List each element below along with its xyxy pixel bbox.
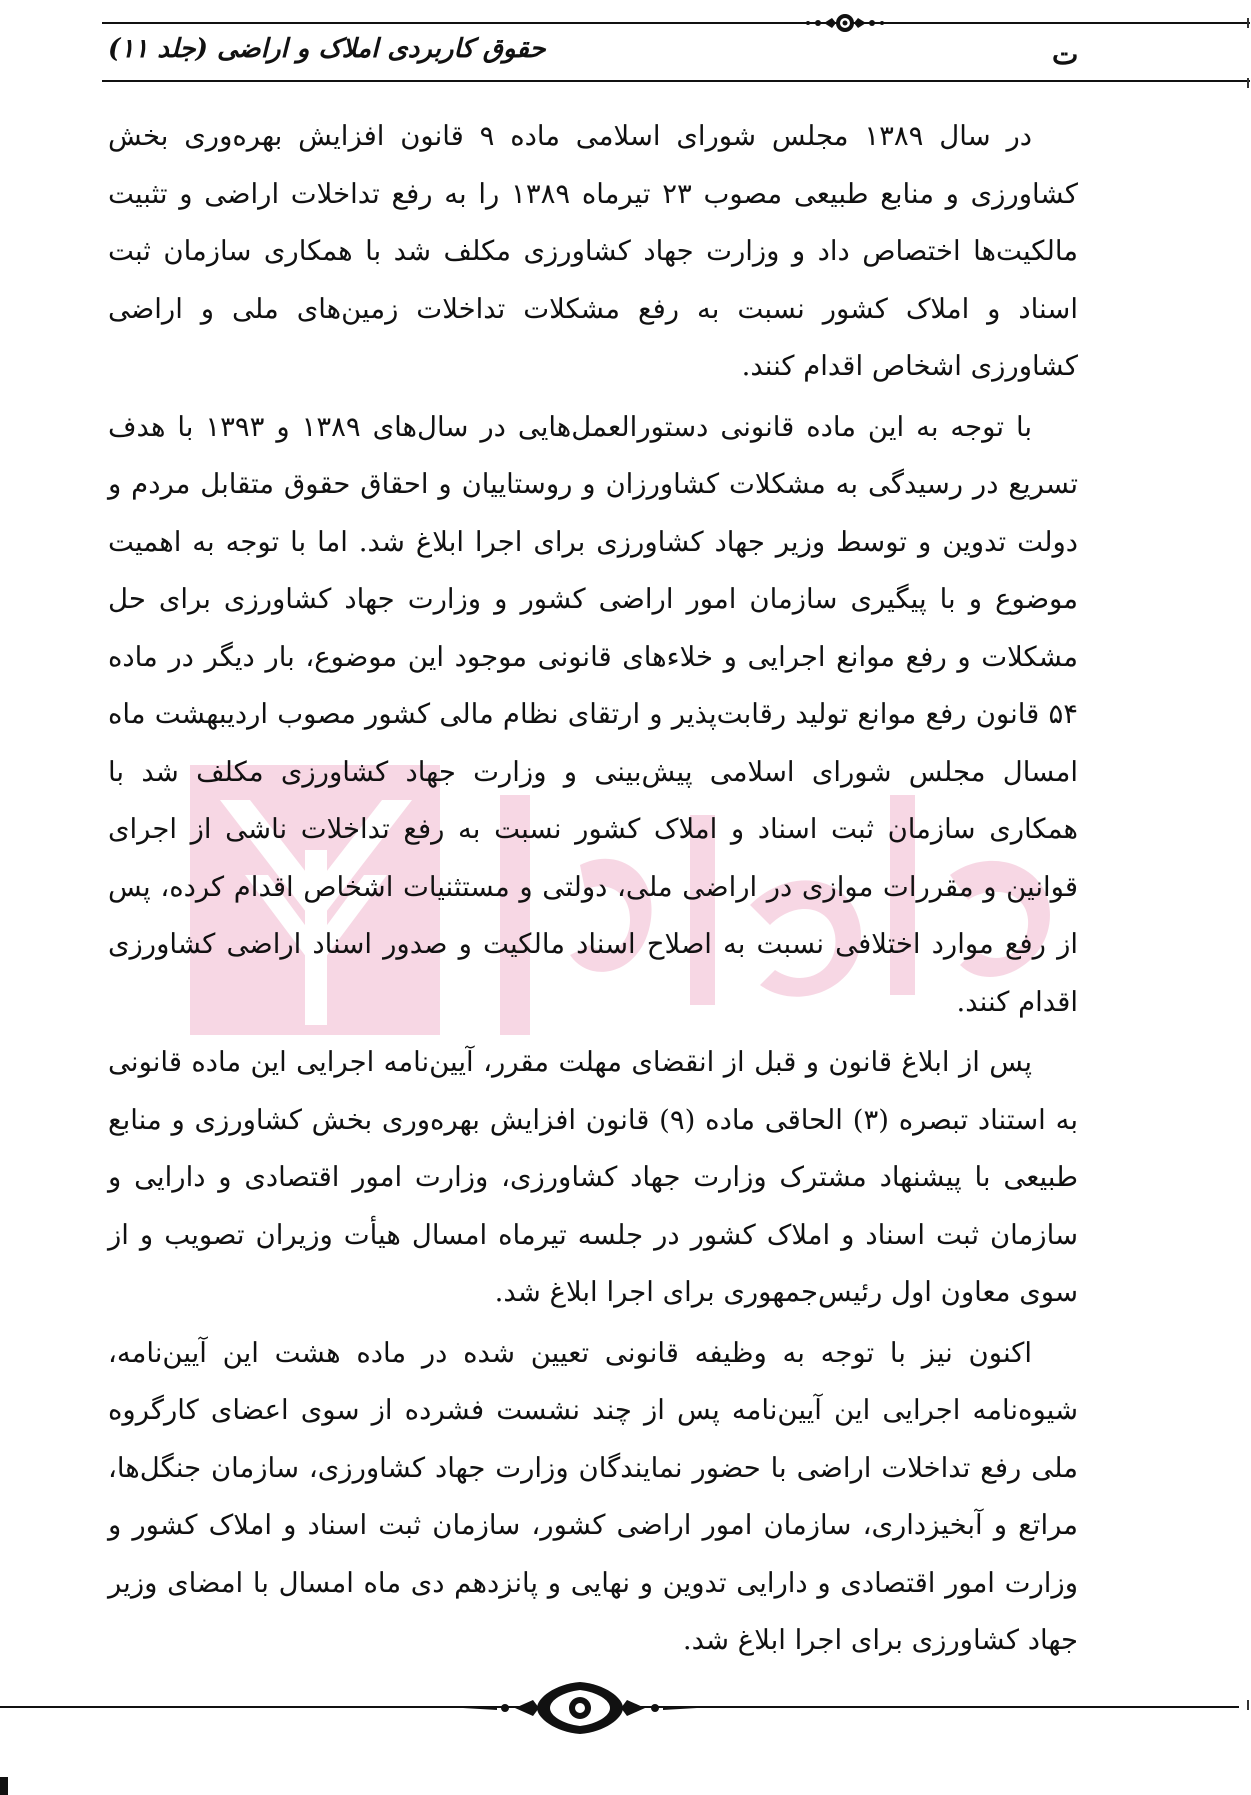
paragraph: پس از ابلاغ قانون و قبل از انقضای مهلت مقرر، آیین‌نامه اجرایی این ماده قانونی به استناد تبصره (۳) الحاقی ماده (۹) قانون افزایش بهره‌وری بخش کشاورزی و منابع طبیعی با پیشنهاد مشترک وزارت جهاد کشاورزی، وزارت امور اقتصادی و دارایی و سازمان ثبت اسناد و املاک کشور در جلسه تیرماه امسال هیأت وزیران تصویب و از سوی معاون اول رئیس‌جمهوری برای اجرا ابلاغ شد.: [108, 1046, 1078, 1308]
header-top-rule: [102, 22, 1250, 24]
page-corner-mark: [0, 1777, 8, 1795]
paragraph: در سال ۱۳۸۹ مجلس شورای اسلامی ماده ۹ قانون افزایش بهره‌وری بخش کشاورزی و منابع طبیعی مصوب ۲۳ تیرماه ۱۳۸۹ را به رفع تداخلات اراضی و تثبیت مالکیت‌ها اختصاص داد و وزارت جهاد کشاورزی مکلف شد با همکاری سازمان ثبت اسناد و املاک کشور نسبت به رفع مشکلات تداخلات زمین‌های ملی و اراضی کشاورزی اشخاص اقدام کنند.: [108, 120, 1078, 382]
edge-crop-mark: [1237, 18, 1249, 28]
running-title: حقوق کاربردی املاک و اراضی (جلد ۱۱): [108, 34, 546, 64]
footer-ornament-icon: [455, 1680, 705, 1736]
edge-crop-mark: [1237, 78, 1249, 88]
header-ornament-icon: [780, 8, 910, 38]
paragraph: با توجه به این ماده قانونی دستورالعمل‌هایی در سال‌های ۱۳۸۹ و ۱۳۹۳ با هدف تسریع در رسیدگی به مشکلات کشاورزان و روستاییان و احقاق حقوق متقابل مردم و دولت تدوین و توسط وزیر جهاد کشاورزی برای اجرا ابلاغ شد. اما با توجه به اهمیت موضوع و با پیگیری سازمان امور اراضی کشور و وزارت جهاد کشاورزی برای حل مشکلات و رفع موانع اجرایی و خلاءهای قانونی موجود این موضوع، بار دیگر در ماده ۵۴ قانون رفع موانع تولید رقابت‌پذیر و ارتقای نظام مالی کشور مصوب اردیبهشت ماه امسال مجلس شورای اسلامی پیش‌بینی و وزارت جهاد کشاورزی مکلف شد با همکاری سازمان ثبت اسناد و املاک کشور نسبت به رفع تداخلات ناشی از اجرای قوانین و مقررات موازی در اراضی ملی، دولتی و مستثنیات اشخاص اقدام کرده، پس از رفع موارد اختلافی نسبت به اصلاح اسناد مالکیت و صدور اسناد اراضی کشاورزی اقدام کنند.: [108, 410, 1078, 1018]
page-number: ت: [1052, 38, 1079, 71]
body-text: [108, 108, 1078, 1673]
header-bottom-rule: [102, 80, 1250, 82]
paragraph: اکنون نیز با توجه به وظیفه قانونی تعیین شده در ماده هشت این آیین‌نامه، شیوه‌نامه اجرایی این آیین‌نامه پس از چند نشست فشرده از سوی اعضای کارگروه ملی رفع تداخلات اراضی با حضور نمایندگان وزارت جهاد کشاورزی، سازمان جنگل‌ها، مراتع و آبخیزداری، سازمان امور اراضی کشور، سازمان ثبت اسناد و املاک کشور و وزارت امور اقتصادی و دارایی تدوین و نهایی و پانزدهم دی ماه امسال با امضای وزیر جهاد کشاورزی برای اجرا ابلاغ شد.: [108, 1336, 1078, 1656]
edge-crop-mark: [1237, 1700, 1249, 1710]
